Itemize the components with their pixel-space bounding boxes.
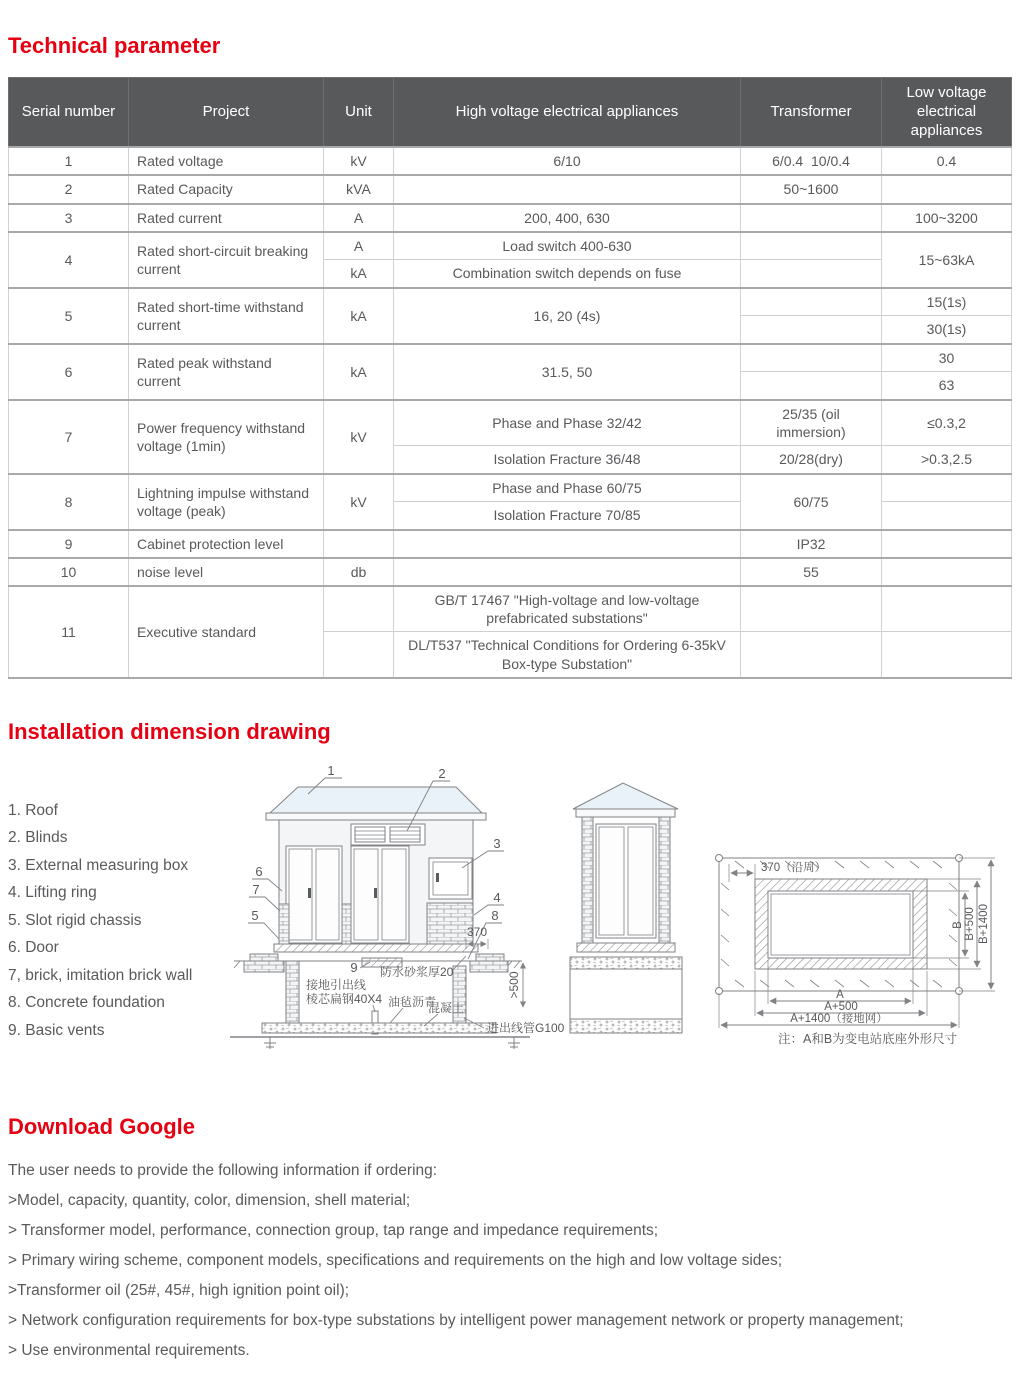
plan-dim-a: A	[836, 988, 844, 1001]
cell-hv: 16, 20 (4s)	[394, 288, 741, 344]
download-item: > Network configuration requirements for box-type substations by intelligent power management network or property management;	[8, 1311, 904, 1329]
cell-project: noise level	[129, 558, 324, 586]
anchor-mark	[264, 1037, 276, 1049]
table-row	[9, 288, 1012, 316]
door-middle	[351, 846, 409, 943]
cell-lv	[882, 632, 1012, 678]
cell-sn: 11	[9, 586, 129, 678]
plan-dim-a500: A+500	[824, 1000, 858, 1013]
table-row	[9, 147, 1012, 175]
download-item: > Use environmental requirements.	[8, 1341, 250, 1359]
cell-tr: 20/28(dry)	[741, 446, 882, 474]
download-title: Download Google	[8, 1113, 195, 1139]
cell-tr: 60/75	[741, 474, 882, 530]
table-row	[9, 232, 1012, 260]
cell-lv: 15(1s)	[882, 288, 1012, 316]
col-high-voltage: High voltage electrical appliances	[394, 78, 741, 148]
door-left	[286, 846, 342, 943]
brick-pillar	[342, 904, 351, 944]
cell-tr: 25/35 (oil immersion)	[741, 400, 882, 446]
label-ground-lead: 接地引出线	[306, 977, 367, 992]
legend-item: 9. Basic vents	[8, 1021, 105, 1039]
cell-lv: 100~3200	[882, 204, 1012, 232]
callout-1: 1	[327, 762, 335, 778]
cell-sn: 5	[9, 288, 129, 344]
table-header-row	[9, 78, 1012, 148]
cell-tr	[741, 586, 882, 632]
pit-wall-left	[286, 961, 299, 1023]
cell-hv: DL/T537 "Technical Conditions for Ordering 6-35kV Box-type Substation"	[394, 632, 741, 678]
download-item: >Model, capacity, quantity, color, dimension, shell material;	[8, 1191, 411, 1209]
cell-tr	[741, 344, 882, 372]
col-unit: Unit	[324, 78, 394, 148]
cell-tr	[741, 288, 882, 316]
cell-lv: 15~63kA	[882, 232, 1012, 288]
plan-dim-b500: B+500	[964, 907, 976, 941]
cell-project: Lightning impulse withstand voltage (peak)	[129, 474, 324, 530]
cell-unit: A	[324, 232, 394, 260]
cell-sn: 7	[9, 400, 129, 474]
pedestal-left	[250, 954, 278, 961]
cell-lv: ≤0.3,2	[882, 400, 1012, 446]
cell-hv: 31.5, 50	[394, 344, 741, 400]
brick-pillar	[582, 817, 593, 943]
cell-tr	[741, 316, 882, 344]
callout-9: 9	[350, 959, 358, 975]
cell-hv: Load switch 400-630	[394, 232, 741, 260]
measuring-box-window	[429, 858, 472, 899]
col-transformer: Transformer	[741, 78, 882, 148]
cell-tr	[741, 204, 882, 232]
installation-canvas	[8, 761, 1021, 1096]
cell-project: Executive standard	[129, 586, 324, 678]
front-dim-370: 370	[466, 924, 488, 939]
cell-hv: Combination switch depends on fuse	[394, 260, 741, 288]
callout-5: 5	[251, 907, 259, 923]
table-row	[9, 344, 1012, 372]
installation-title: Installation dimension drawing	[8, 718, 331, 744]
cell-lv	[882, 586, 1012, 632]
cell-unit	[324, 632, 394, 678]
installation-drawing	[220, 761, 1021, 1081]
callout-2: 2	[438, 765, 446, 781]
door	[596, 824, 656, 938]
legend-item: 3. External measuring box	[8, 856, 189, 874]
cell-unit: A	[324, 204, 394, 232]
cell-hv: Phase and Phase 60/75	[394, 474, 741, 502]
cell-unit: kV	[324, 474, 394, 530]
plan-dim-b1400: B+1400	[978, 903, 990, 944]
col-project: Project	[129, 78, 324, 148]
legend-item: 6. Door	[8, 939, 59, 957]
legend-item: 1. Roof	[8, 801, 58, 819]
cell-hv	[394, 175, 741, 203]
callout-4: 4	[493, 889, 501, 905]
cell-project: Rated peak withstand current	[129, 344, 324, 400]
table-row	[9, 204, 1012, 232]
pedestal-right	[476, 954, 504, 961]
cell-lv	[882, 530, 1012, 558]
cell-hv: GB/T 17467 "High-voltage and low-voltage prefabricated substations"	[394, 586, 741, 632]
base-inner-rect	[768, 891, 913, 958]
cell-hv	[394, 530, 741, 558]
cell-unit: kVA	[324, 175, 394, 203]
cell-project: Rated Capacity	[129, 175, 324, 203]
cell-hv: Phase and Phase 32/42	[394, 400, 741, 446]
cell-sn: 6	[9, 344, 129, 400]
cell-hv: 200, 400, 630	[394, 204, 741, 232]
cell-project: Rated voltage	[129, 147, 324, 175]
download-item: > Transformer model, performance, connection group, tap range and impedance requirements;	[8, 1221, 659, 1239]
table-row	[9, 474, 1012, 502]
table-row	[9, 530, 1012, 558]
cell-unit: kV	[324, 147, 394, 175]
legend-item: 2. Blinds	[8, 829, 68, 847]
roof-eave	[266, 813, 486, 820]
plan-dim-a1400: A+1400（接地网）	[790, 1012, 888, 1025]
callout-3: 3	[493, 835, 501, 851]
cell-sn: 10	[9, 558, 129, 586]
drawing-legend	[8, 797, 192, 1045]
table-row	[9, 586, 1012, 632]
table-row	[9, 558, 1012, 586]
cell-unit: kA	[324, 344, 394, 400]
legend-item: 7, brick, imitation brick wall	[8, 966, 193, 984]
chassis-strip	[577, 943, 675, 952]
download-item: > Primary wiring scheme, component models, specifications and requirements on the high and low voltage sides;	[8, 1251, 783, 1269]
cell-lv: 30(1s)	[882, 316, 1012, 344]
download-item: >Transformer oil (25#, 45#, high ignition point oil);	[8, 1281, 350, 1299]
cell-unit: db	[324, 558, 394, 586]
cell-project: Rated short-time withstand current	[129, 288, 324, 344]
cell-hv: Isolation Fracture 70/85	[394, 502, 741, 530]
plan-dim-b: B	[952, 920, 964, 929]
cell-tr	[741, 632, 882, 678]
bottom-layer	[262, 1023, 496, 1033]
cell-project: Rated short-circuit breaking current	[129, 232, 324, 288]
label-flat-steel: 棱芯扁钢40X4	[306, 991, 383, 1006]
cell-hv: Isolation Fracture 36/48	[394, 446, 741, 474]
cell-tr: 50~1600	[741, 175, 882, 203]
legend-item: 4. Lifting ring	[8, 884, 97, 902]
cell-sn: 2	[9, 175, 129, 203]
cell-lv	[882, 558, 1012, 586]
cell-sn: 1	[9, 147, 129, 175]
cell-lv: >0.3,2.5	[882, 446, 1012, 474]
col-low-voltage: Low voltage electrical appliances	[882, 78, 1012, 148]
cell-tr: 55	[741, 558, 882, 586]
cell-unit: kA	[324, 260, 394, 288]
cell-sn: 3	[9, 204, 129, 232]
label-conduit-g100: 进出线管G100	[487, 1020, 565, 1035]
cell-lv: 0.4	[882, 147, 1012, 175]
cell-hv	[394, 558, 741, 586]
plan-dim-370: 370（沿周）	[761, 861, 827, 874]
col-serial-number: Serial number	[9, 78, 129, 148]
cell-lv	[882, 175, 1012, 203]
cell-sn: 9	[9, 530, 129, 558]
front-view	[230, 787, 530, 1049]
table-row	[9, 400, 1012, 446]
legend-item: 5. Slot rigid chassis	[8, 911, 142, 929]
cell-project: Power frequency withstand voltage (1min)	[129, 400, 324, 474]
cell-project: Rated current	[129, 204, 324, 232]
cell-tr: IP32	[741, 530, 882, 558]
cell-tr	[741, 372, 882, 400]
cell-tr: 6/0.4 10/0.4	[741, 147, 882, 175]
side-view	[570, 783, 682, 1033]
cell-hv: 6/10	[394, 147, 741, 175]
cell-sn: 4	[9, 232, 129, 288]
cell-lv: 30	[882, 344, 1012, 372]
cell-unit: kV	[324, 400, 394, 474]
cell-unit: kA	[324, 288, 394, 344]
roof-shape	[270, 787, 482, 813]
cell-unit	[324, 586, 394, 632]
cell-lv	[882, 474, 1012, 502]
cell-lv: 63	[882, 372, 1012, 400]
callout-8: 8	[491, 907, 499, 923]
legend-item: 8. Concrete foundation	[8, 994, 165, 1012]
callout-6: 6	[255, 863, 263, 879]
plan-note: 注：A和B为变电站底座外形尺寸	[778, 1031, 958, 1046]
chassis-strip	[274, 944, 478, 952]
brick-pillar	[279, 904, 289, 944]
cell-sn: 8	[9, 474, 129, 530]
callout-7: 7	[252, 881, 260, 897]
cell-tr	[741, 232, 882, 260]
download-intro: The user needs to provide the following information if ordering:	[8, 1161, 438, 1179]
technical-parameter-table	[8, 77, 1012, 679]
cell-unit	[324, 530, 394, 558]
table-row	[9, 175, 1012, 203]
cell-lv	[882, 502, 1012, 530]
technical-parameter-title: Technical parameter	[8, 33, 221, 58]
label-waterproof-mortar: 防水砂浆厚20	[380, 964, 454, 979]
label-asphalt-felt: 油毡沥青	[388, 994, 437, 1009]
roof-shape	[573, 783, 678, 809]
cell-tr	[741, 260, 882, 288]
anchor-mark	[508, 1037, 520, 1049]
label-concrete: 混凝土	[428, 1000, 465, 1015]
cell-project: Cabinet protection level	[129, 530, 324, 558]
brick-pillar	[659, 817, 670, 943]
label-gt500: >500	[507, 971, 521, 999]
